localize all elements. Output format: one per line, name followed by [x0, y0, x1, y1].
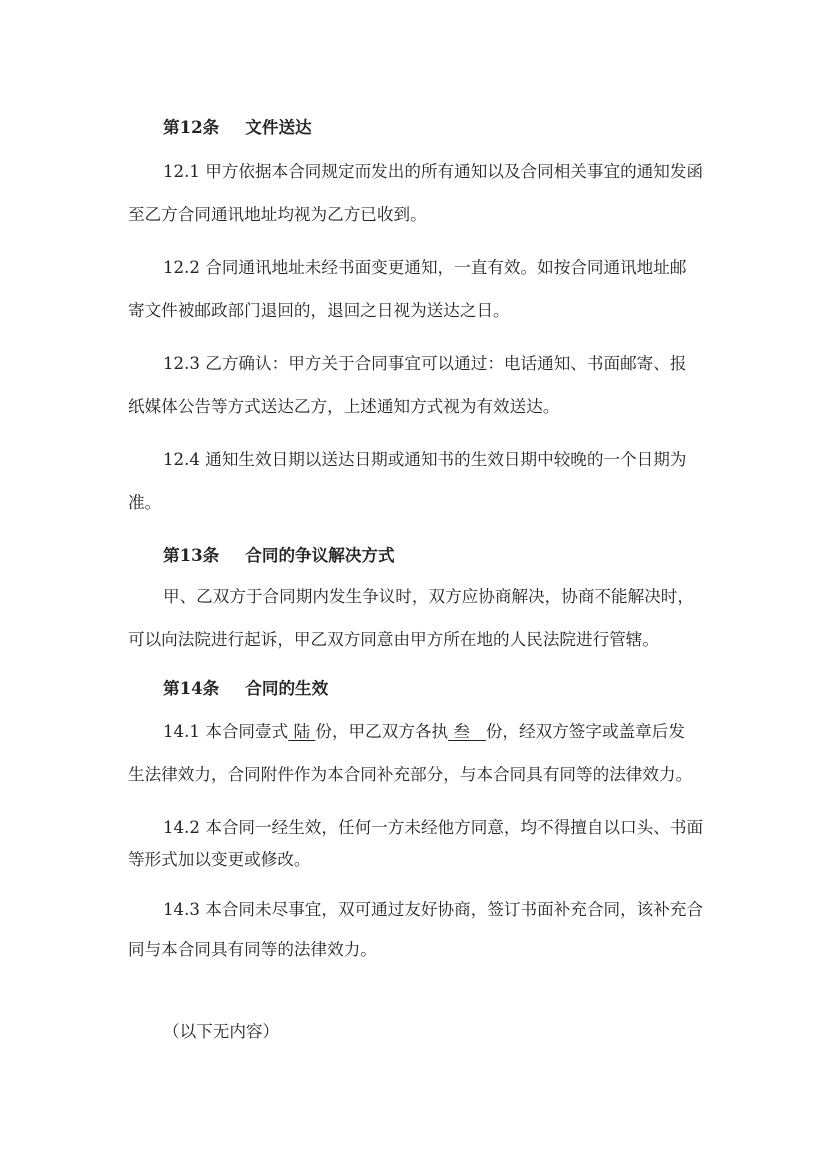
section-heading-13	[163, 545, 395, 565]
paragraph-line: 生法律效力，合同附件作为本合同补充部分，与本合同具有同等的法律效力。	[128, 765, 693, 784]
paragraph-line: 12.1 甲方依据本合同规定而发出的所有通知以及合同相关事宜的通知发函	[163, 162, 704, 181]
paragraph-line: 14.2 本合同一经生效，任何一方未经他方同意，均不得擅自以口头、书面	[163, 818, 704, 837]
section-number: 第12条	[163, 117, 220, 137]
paragraph-line: 可以向法院进行起诉，甲乙双方同意由甲方所在地的人民法院进行管辖。	[128, 630, 659, 649]
paragraph-line: 12.3 乙方确认：甲方关于合同事宜可以通过：电话通知、书面邮寄、报	[163, 354, 687, 373]
paragraph-line: 14.3 本合同未尽事宜，双可通过友好协商，签订书面补充合同，该补充合	[163, 900, 704, 919]
text: 14.1 本合同壹式	[163, 722, 289, 741]
paragraph-line: 12.2 合同通讯地址未经书面变更通知，一直有效。如按合同通讯地址邮	[163, 258, 687, 277]
paragraph-line: 12.4 通知生效日期以送达日期或通知书的生效日期中较晚的一个日期为	[163, 450, 687, 469]
copies-each-blank: 叁	[448, 722, 486, 741]
section-title: 文件送达	[245, 117, 312, 137]
paragraph-line	[163, 722, 685, 742]
end-of-content-note: （以下无内容）	[163, 1022, 280, 1041]
paragraph-line: 纸媒体公告等方式送达乙方，上述通知方式视为有效送达。	[128, 397, 560, 416]
section-heading-12	[163, 117, 312, 137]
text: 份，甲乙双方各执	[315, 722, 449, 741]
section-number: 第14条	[163, 678, 220, 698]
paragraph-line: 同与本合同具有同等的法律效力。	[128, 940, 377, 959]
section-number: 第13条	[163, 545, 220, 565]
copies-total-blank: 陆	[288, 722, 316, 741]
paragraph-line: 至乙方合同通讯地址均视为乙方已收到。	[128, 205, 427, 224]
section-title: 合同的争议解决方式	[245, 545, 395, 565]
paragraph-line: 准。	[128, 493, 162, 512]
paragraph-line: 甲、乙双方于合同期内发生争议时，双方应协商解决，协商不能解决时，	[163, 587, 694, 606]
paragraph-line: 等形式加以变更或修改。	[128, 850, 311, 869]
paragraph-line: 寄文件被邮政部门退回的，退回之日视为送达之日。	[128, 301, 510, 320]
section-title: 合同的生效	[245, 678, 329, 698]
text: 份，经双方签字或盖章后发	[485, 722, 685, 741]
section-heading-14	[163, 678, 328, 698]
